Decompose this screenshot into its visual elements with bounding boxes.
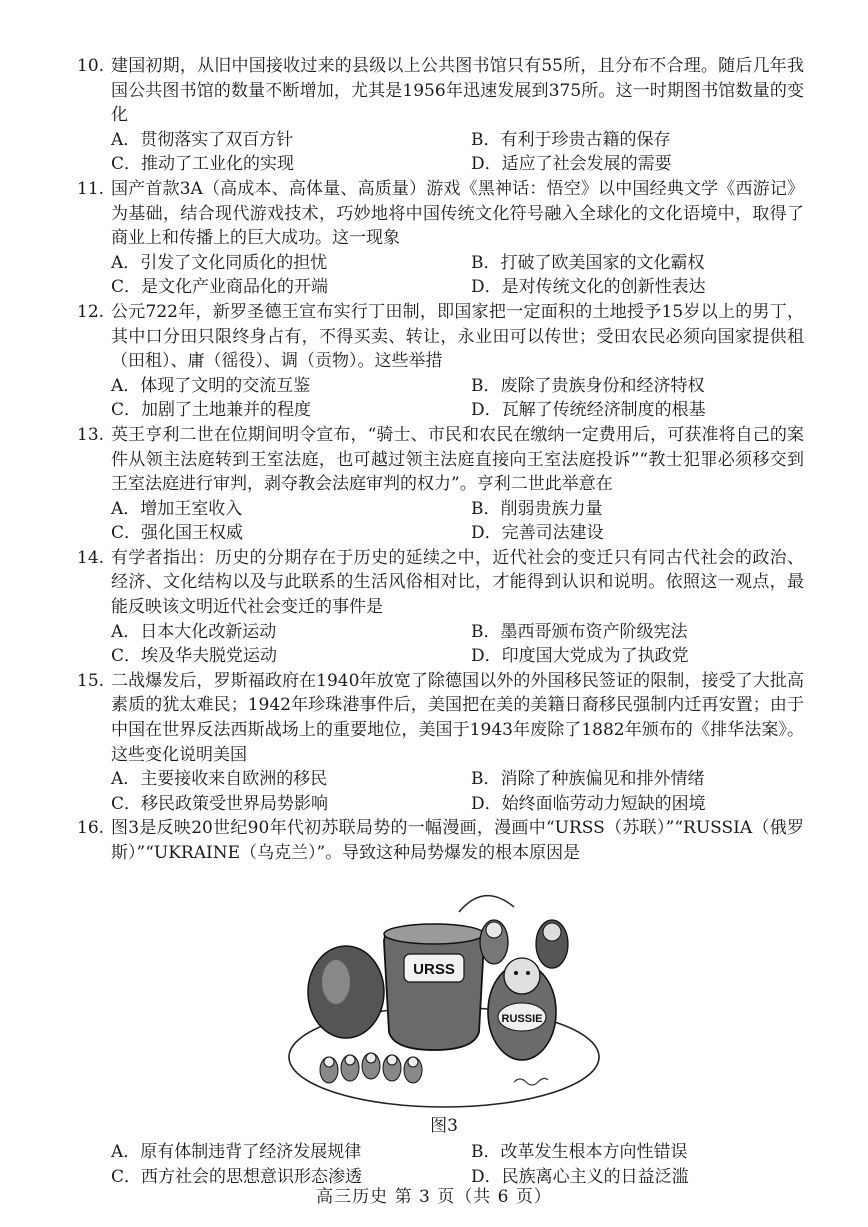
question-stem: 二战爆发后，罗斯福政府在1940年放宽了除德国以外的外国移民签证的限制，接受了大批高素质的犹太难民；1942年珍珠港事件后，美国把在美的美籍日裔移民强制内迁再安置；由于中国在世界反法西斯战场上的重要地位，美国于1943年废除了1882年颁布的《排华法案》。这些变化说明美国 (111, 670, 804, 765)
stone-highlight (322, 960, 350, 1004)
option-d[interactable]: D．是对传统文化的创新性表达 (471, 277, 706, 298)
question-number: 16. (77, 818, 105, 839)
option-c[interactable]: C．加剧了土地兼并的程度 (111, 400, 312, 421)
option-b[interactable]: B．有利于珍贵古籍的保存 (471, 129, 671, 150)
figure-caption: 图3 (430, 1115, 458, 1136)
option-b[interactable]: B．墨西哥颁布资产阶级宪法 (471, 621, 688, 642)
russia-label: RUSSIE (501, 1012, 543, 1025)
option-d[interactable]: D．适应了社会发展的需要 (471, 154, 672, 175)
question-10 (77, 54, 804, 177)
option-d[interactable]: D．瓦解了传统经济制度的根基 (471, 400, 706, 421)
option-a[interactable]: A．体现了文明的交流互鉴 (111, 375, 311, 396)
question-stem: 英王亨利二世在位期间明令宣布，“骑士、市民和农民在缴纳一定费用后，可获准将自己的案件从领主法庭转到王室法庭，也可越过领主法庭直接向王室法庭投诉”“教士犯罪必须移交到王室法庭进行审判，剥夺教会法庭审判的权力”。亨利二世此举意在 (111, 424, 804, 495)
option-b[interactable]: B．削弱贵族力量 (471, 498, 603, 519)
small-dolls-row (320, 1053, 422, 1083)
question-14 (77, 546, 804, 669)
exam-page (77, 54, 804, 1189)
options (111, 128, 804, 177)
option-b[interactable]: B．打破了欧美国家的文化霸权 (471, 252, 705, 273)
option-d[interactable]: D．完善司法建设 (471, 523, 604, 544)
options (111, 251, 804, 300)
options (111, 497, 804, 546)
small-doll-right (536, 920, 568, 968)
question-12 (77, 300, 804, 423)
option-c[interactable]: C．西方社会的思想意识形态渗透 (111, 1166, 363, 1187)
option-c[interactable]: C．是文化产业商品化的开端 (111, 277, 329, 298)
option-c[interactable]: C．埃及华夫脱党运动 (111, 646, 278, 667)
option-d[interactable]: D．印度国大党成为了执政党 (471, 646, 689, 667)
question-11 (77, 177, 804, 300)
option-c[interactable]: C．移民政策受世界局势影响 (111, 793, 329, 814)
question-number: 15. (77, 670, 105, 691)
question-number: 11. (77, 178, 105, 199)
urss-label: URSS (413, 960, 455, 978)
option-a[interactable]: A．贯彻落实了双百方针 (111, 129, 294, 150)
option-c[interactable]: C．推动了工业化的实现 (111, 154, 295, 175)
option-b[interactable]: B．废除了贵族身份和经济特权 (471, 375, 705, 396)
question-stem: 图3是反映20世纪90年代初苏联局势的一幅漫画，漫画中“URSS（苏联）”“RUSSIA（俄罗斯）”“UKRAINE（乌克兰）”。导致这种局势爆发的根本原因是 (111, 818, 804, 863)
pot-shape (384, 930, 484, 1050)
option-c[interactable]: C．强化国王权威 (111, 523, 244, 544)
option-a[interactable]: A．原有体制违背了经济发展规律 (111, 1142, 362, 1163)
question-stem: 国产首款3A（高成本、高体量、高质量）游戏《黑神话：悟空》以中国经典文学《西游记》为基础，结合现代游戏技术，巧妙地将中国传统文化符号融入全球化的文化语境中，取得了商业上和传播上的巨大成功。这一现象 (111, 178, 804, 249)
question-stem: 有学者指出：历史的分期存在于历史的延续之中，近代社会的变迁只有同古代社会的政治、经济、文化结构以及与此联系的生活风俗相对比，才能得到认识和说明。依照这一观点，最能反映该文明近代社会变迁的事件是 (111, 547, 804, 618)
option-a[interactable]: A．日本大化改新运动 (111, 621, 277, 642)
artist-signature (514, 1078, 548, 1085)
question-stem: 公元722年，新罗圣德王宣布实行丁田制，即国家把一定面积的土地授予15岁以上的男丁，其中口分田只限终身占有，不得买卖、转让，永业田可以传世；受田农民必须向国家提供租（田租）、庸（徭役）、调（贡物）。这些举措 (111, 301, 804, 372)
russia-doll (488, 958, 556, 1060)
question-number: 12. (77, 301, 105, 322)
options (111, 620, 804, 669)
figure-3 (84, 872, 804, 1141)
small-doll-top (480, 920, 508, 964)
option-b[interactable]: B．消除了种族偏见和排外情绪 (471, 769, 705, 790)
question-number: 10. (77, 56, 105, 76)
option-a[interactable]: A．主要接收来自欧洲的移民 (111, 769, 328, 790)
option-d[interactable]: D．始终面临劳动力短缺的困境 (471, 793, 706, 814)
question-number: 13. (77, 424, 105, 445)
question-13 (77, 423, 804, 546)
question-number: 14. (77, 547, 105, 568)
options (111, 767, 804, 816)
question-16-options (84, 1140, 804, 1189)
page-footer: 高三历史 第 3 页（共 6 页） (316, 1187, 552, 1207)
cartoon-illustration (284, 872, 604, 1112)
option-a[interactable]: A．增加王室收入 (111, 498, 243, 519)
option-b[interactable]: B．改革发生根本方向性错误 (471, 1142, 688, 1163)
question-15 (77, 669, 804, 817)
options (111, 374, 804, 423)
options (111, 1140, 804, 1189)
option-d[interactable]: D．民族离心主义的日益泛滥 (471, 1166, 689, 1187)
arc-line (459, 895, 514, 911)
question-stem: 建国初期，从旧中国接收过来的县级以上公共图书馆只有55所，且分布不合理。随后几年我国公共图书馆的数量不断增加，尤其是1956年迅速发展到375所。这一时期图书馆数量的变化 (111, 56, 804, 126)
question-16 (77, 816, 804, 865)
pot-rim (384, 924, 484, 944)
option-a[interactable]: A．引发了文化同质化的担忧 (111, 252, 328, 273)
